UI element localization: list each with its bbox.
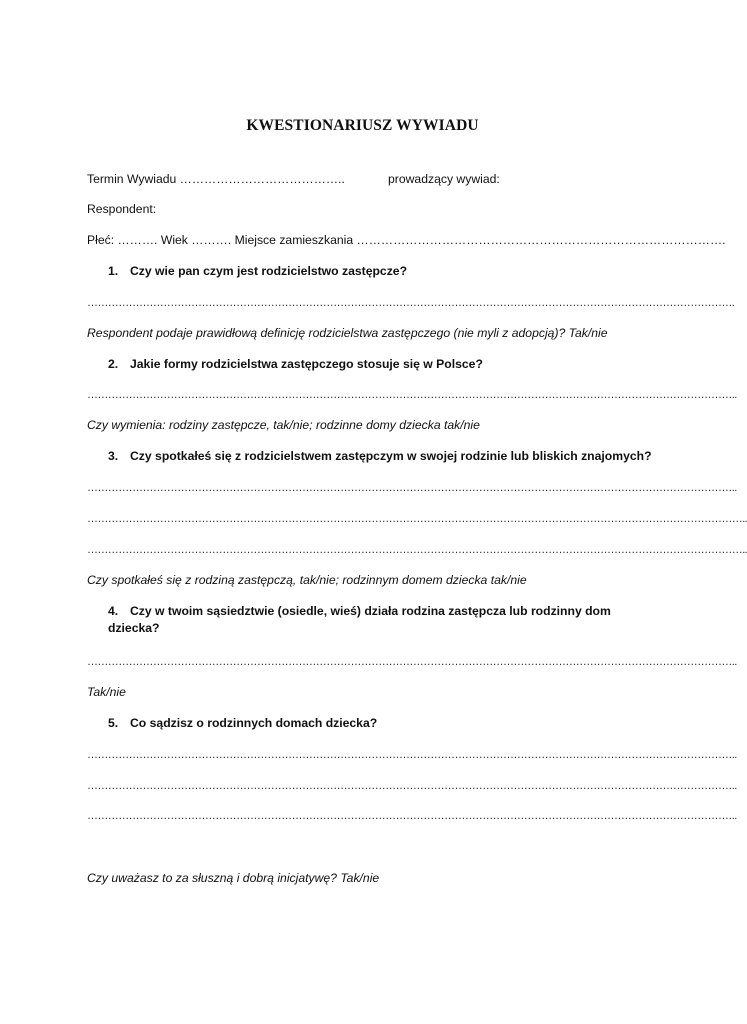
question-1 xyxy=(108,263,407,279)
question-text: Jakie formy rodzicielstwa zastępczego stosuje się w Polsce? xyxy=(130,357,483,371)
answer-line: …………………………………………………………………………………………………………………………………………………………………….. xyxy=(87,749,737,761)
interviewer-note-2: Czy wymienia: rodziny zastępcze, tak/nie; rodzinne domy dziecka tak/nie xyxy=(87,418,480,432)
answer-line: …………………………………………………………………………………………………………………………………………………………………….. xyxy=(87,389,737,401)
answer-line: ……………………………………………………………………………………………………………………………………………………………………….. xyxy=(87,544,747,556)
question-number: 4. xyxy=(108,604,119,618)
interviewer-note-4: Tak/nie xyxy=(87,685,126,699)
interviewer-note-1: Respondent podaje prawidłową definicję rodzicielstwa zastępczego (nie myli z adopcją)? Tak/nie xyxy=(87,326,608,340)
question-text: Czy wie pan czym jest rodzicielstwo zastępcze? xyxy=(130,264,408,278)
question-text: Czy w twoim sąsiedztwie (osiedle, wieś) działa rodzina zastępcza lub rodzinny dom dziecka? xyxy=(108,604,611,635)
answer-line: …………………………………………………………………………………………………………………………………………………………………….. xyxy=(87,656,737,668)
question-number: 5. xyxy=(108,716,119,730)
page-title: KWESTIONARIUSZ WYWIADU xyxy=(246,117,479,134)
question-number: 1. xyxy=(108,264,119,278)
question-4 xyxy=(108,603,618,637)
question-5 xyxy=(108,715,377,731)
question-text: Czy spotkałeś się z rodzicielstwem zastępczym w swojej rodzinie lub bliskich znajomych? xyxy=(130,449,652,463)
interviewer-note-3: Czy spotkałeś się z rodziną zastępczą, tak/nie; rodzinnym domem dziecka tak/nie xyxy=(87,573,527,587)
answer-line: ……………………………………………………………………………………………………………………………………………………………………….. xyxy=(87,513,747,525)
answer-line: …………………………………………………………………………………………………………………………………………………………………….. xyxy=(87,810,737,822)
question-3 xyxy=(108,448,652,464)
question-number: 3. xyxy=(108,449,119,463)
interviewer-field: prowadzący wywiad: xyxy=(388,172,500,186)
interview-date-field: Termin Wywiadu ………………………………….. xyxy=(87,172,345,186)
question-text: Co sądzisz o rodzinnych domach dziecka? xyxy=(130,716,378,730)
interviewer-note-5: Czy uważasz to za słuszną i dobrą inicjatywę? Tak/nie xyxy=(87,871,380,885)
demographics-field: Płeć: ………. Wiek ………. Miejsce zamieszkania ………………………………………………………………………………. xyxy=(87,233,726,247)
question-number: 2. xyxy=(108,357,119,371)
answer-line: ……………………………………………………………………………………………………………………………………………………………………. xyxy=(87,297,735,309)
answer-line: …………………………………………………………………………………………………………………………………………………………………….. xyxy=(87,482,737,494)
answer-line: …………………………………………………………………………………………………………………………………………………………………….. xyxy=(87,780,737,792)
respondent-field: Respondent: xyxy=(87,202,157,216)
question-2 xyxy=(108,356,483,372)
